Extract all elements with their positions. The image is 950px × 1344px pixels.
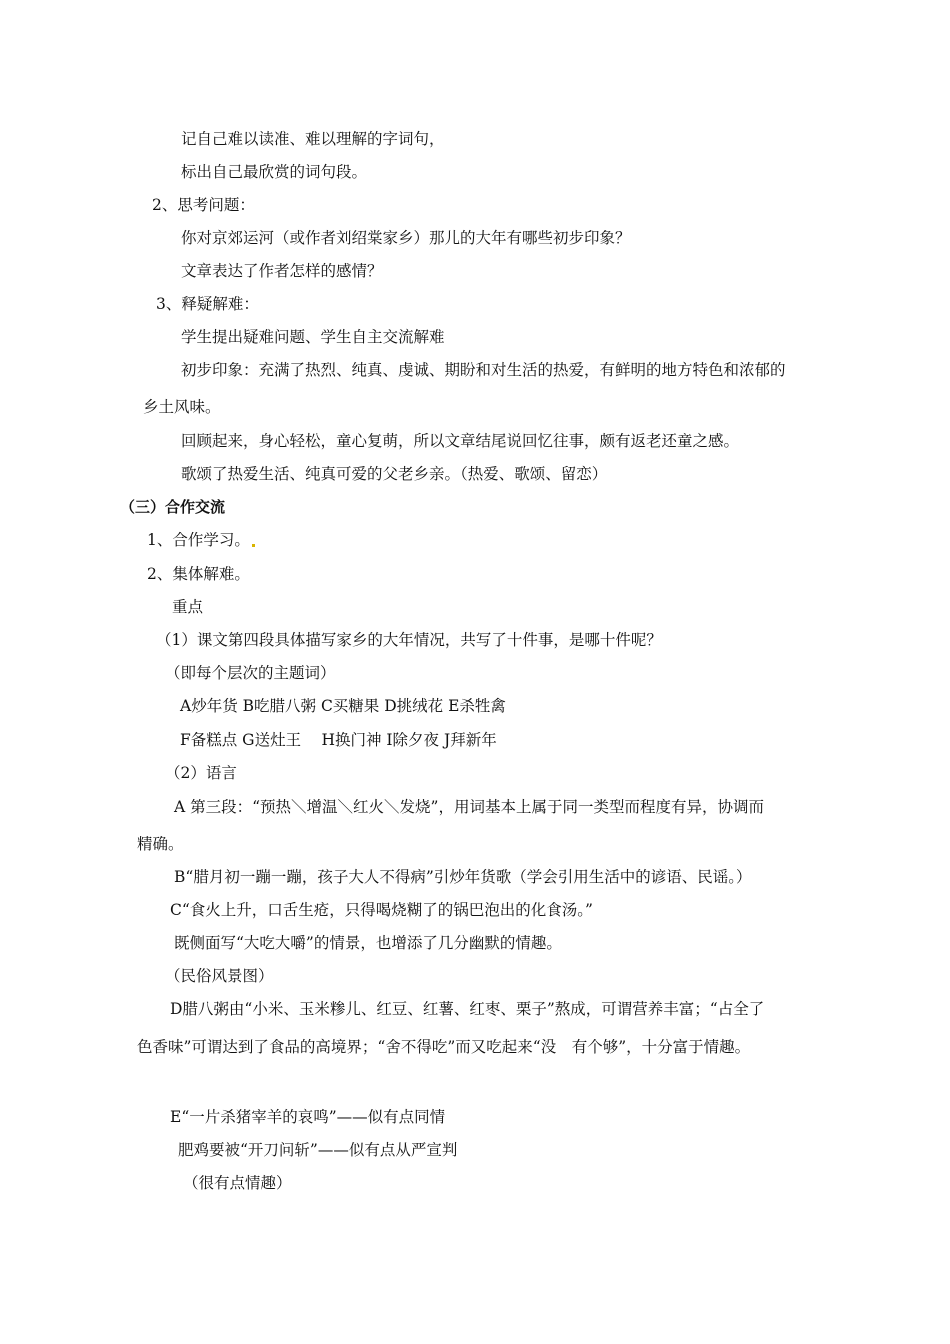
text-line: 文章表达了作者怎样的感情？ bbox=[181, 262, 383, 280]
text-line: 肥鸡要被“开刀问斩”——似有点从严宣判 bbox=[178, 1141, 458, 1159]
text-line: 标出自己最欣赏的词句段。 bbox=[181, 163, 368, 181]
text-line: （很有点情趣） bbox=[183, 1174, 292, 1192]
list-heading: 3、释疑解难： bbox=[156, 295, 259, 313]
text-line: （民俗风景图） bbox=[165, 967, 274, 985]
text-line: 学生提出疑难问题、学生自主交流解难 bbox=[181, 328, 445, 346]
section-heading: （三）合作交流 bbox=[120, 498, 226, 516]
text-line: A 第三段：“预热＼增温＼红火＼发烧”，用词基本上属于同一类型而程度有异，协调而 bbox=[174, 798, 764, 816]
text-line: D腊八粥由“小米、玉米糁儿、红豆、红薯、红枣、栗子”熬成，可谓营养丰富；“占全了 bbox=[170, 1000, 765, 1018]
text-line: E“一片杀猪宰羊的哀鸣”——似有点同情 bbox=[170, 1108, 446, 1126]
text-line: F备糕点 G送灶王 H换门神 I除夕夜 J拜新年 bbox=[180, 731, 497, 749]
text-line: 你对京郊运河（或作者刘绍棠家乡）那儿的大年有哪些初步印象？ bbox=[181, 229, 631, 247]
text-line: 乡土风味。 bbox=[143, 398, 221, 416]
text-line: 回顾起来，身心轻松，童心复萌，所以文章结尾说回忆往事，颇有返老还童之感。 bbox=[181, 432, 740, 450]
text-line: 歌颂了热爱生活、纯真可爱的父老乡亲。（热爱、歌颂、留恋） bbox=[181, 465, 608, 483]
text-line: 精确。 bbox=[137, 835, 184, 853]
text-line: 记自己难以读准、难以理解的字词句， bbox=[181, 130, 445, 148]
text-line: C“食火上升，口舌生疮，只得喝烧糊了的锅巴泡出的化食汤。” bbox=[170, 901, 593, 919]
text-line: （即每个层次的主题词） bbox=[165, 664, 336, 682]
list-heading: 2、集体解难。 bbox=[147, 565, 250, 583]
text-line: B“腊月初一蹦一蹦，孩子大人不得病”引炒年货歌（学会引用生活中的谚语、民谣。） bbox=[174, 868, 752, 886]
text-line: （1）课文第四段具体描写家乡的大年情况，共写了十件事，是哪十件呢？ bbox=[156, 631, 662, 649]
text-line: （2）语言 bbox=[165, 764, 237, 782]
text-line: 色香味”可谓达到了食品的高境界；“舍不得吃”而又吃起来“没 有个够”，十分富于情趣。 bbox=[137, 1038, 751, 1056]
list-heading bbox=[147, 530, 255, 550]
text-line: 初步印象：充满了热烈、纯真、虔诚、期盼和对生活的热爱，有鲜明的地方特色和浓郁的 bbox=[181, 361, 786, 379]
highlight-mark bbox=[252, 544, 255, 547]
text-line: 重点 bbox=[172, 598, 204, 616]
text-line: A炒年货 B吃腊八粥 C买糖果 D挑绒花 E杀牲禽 bbox=[180, 697, 506, 715]
text-line: 既侧面写“大吃大嚼”的情景，也增添了几分幽默的情趣。 bbox=[174, 934, 562, 952]
list-heading: 2、思考问题： bbox=[152, 196, 255, 214]
text-line: 1、合作学习。 bbox=[147, 531, 250, 549]
